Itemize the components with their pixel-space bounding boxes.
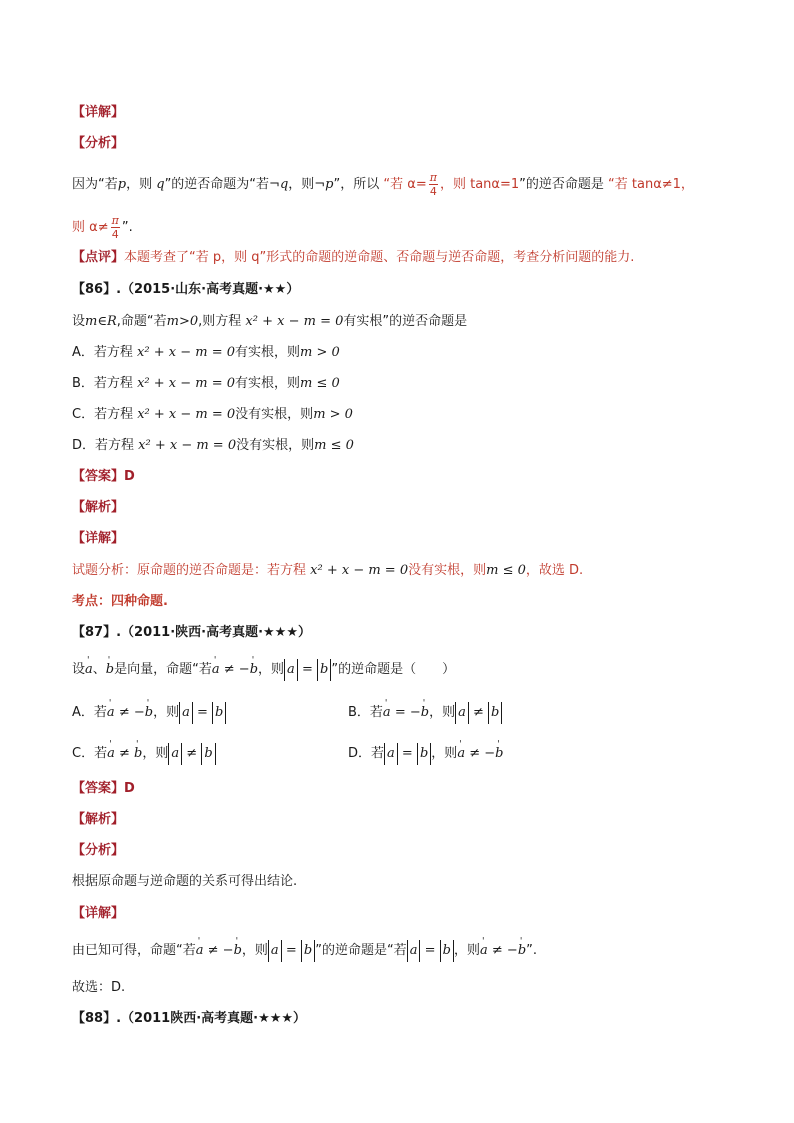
pi-over-4-fraction: $\frac{\pi}{4}$	[429, 171, 437, 198]
question-86-option-b: B．若方程 x² + x − m = 0有实根，则m ≤ 0	[72, 376, 340, 391]
question-86-answer: 【答案】D	[72, 469, 135, 484]
question-86-option-a: A．若方程 x² + x − m = 0有实根，则m > 0	[72, 345, 340, 360]
question-87-solution-heading: 【解析】	[72, 812, 125, 827]
analysis-paragraph: 因为“若p，则 q”的逆否命题为“若¬q，则¬p”，所以 “若 α= $\frac{\pi}{4}$ ，则 tanα=1”的逆否命题是 “若 tanα≠1，	[72, 171, 694, 198]
question-87-option-d: D．若 a = b ，则' a ≠ −' b	[348, 743, 503, 765]
review-note: 【点评】本题考查了“若 p，则 q”形式的命题的逆命题、否命题与逆否命题，考查分析问题的能力.	[72, 250, 635, 265]
detail-heading: 【详解】	[72, 105, 125, 120]
pi-over-4-fraction: $\frac{\pi}{4}$	[111, 214, 119, 241]
question-87-header: 【87】.（2011·陕西·高考真题·★★★）	[72, 625, 311, 640]
question-86-key-point: 考点：四种命题.	[72, 594, 168, 609]
question-86-option-d: D．若方程 x² + x − m = 0没有实根，则m ≤ 0	[72, 438, 354, 453]
question-87-detail-text: 由已知可得，命题“若' a ≠ −' b，则 a = b ”的逆命题是“若 a = b ，则' a ≠ −' b”.	[72, 940, 537, 962]
question-87-analysis-text: 根据原命题与逆命题的关系可得出结论.	[72, 874, 298, 889]
question-87-detail-heading: 【详解】	[72, 906, 125, 921]
analysis-heading: 【分析】	[72, 136, 125, 151]
question-86-solution-heading: 【解析】	[72, 500, 125, 515]
question-87-stem: 设' a、' b是向量，命题“若' a ≠ −' b，则 a = b ”的逆命题是（ ）	[72, 659, 455, 681]
question-87-option-b: B．若' a = −' b，则 a ≠ b	[348, 702, 502, 724]
question-86-analysis: 试题分析：原命题的逆否命题是：若方程 x² + x − m = 0没有实根，则m ≤ 0，故选 D.	[72, 563, 584, 578]
question-87-final-choice: 故选：D.	[72, 980, 126, 995]
question-87-option-c: C．若' a ≠ ' b，则 a ≠ b	[72, 743, 216, 765]
analysis-paragraph-cont: 则 α≠ $\frac{\pi}{4}$ ”.	[72, 214, 133, 241]
question-86-option-c: C．若方程 x² + x − m = 0没有实根，则m > 0	[72, 407, 353, 422]
question-86-header: 【86】.（2015·山东·高考真题·★★）	[72, 282, 300, 297]
question-87-answer: 【答案】D	[72, 781, 135, 796]
question-86-stem: 设m∈R,命题“若m>0,则方程 x² + x − m = 0有实根”的逆否命题是	[72, 314, 468, 329]
question-86-detail-heading: 【详解】	[72, 531, 125, 546]
question-88-header: 【88】.（2011陕西·高考真题·★★★）	[72, 1011, 307, 1026]
question-87-option-a: A．若' a ≠ −' b，则 a = b	[72, 702, 226, 724]
question-87-analysis-heading: 【分析】	[72, 843, 125, 858]
